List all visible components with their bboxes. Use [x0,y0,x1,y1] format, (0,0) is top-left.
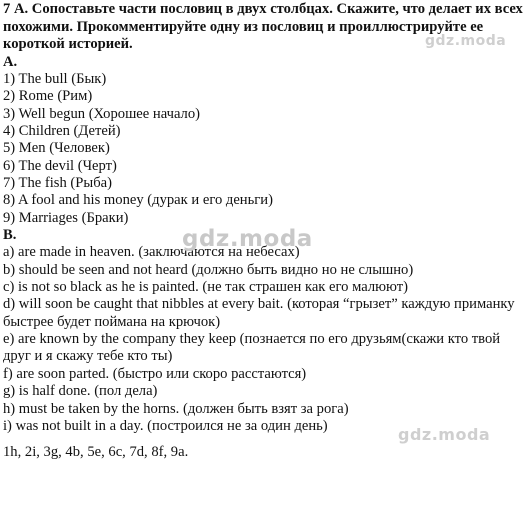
watermark-bottom: gdz.moda [398,425,491,444]
list-item: 1) The bull (Бык) [3,70,107,87]
list-item: a) are made in heaven. (заключаются на небесах) [3,244,300,261]
list-item: i) was not built in a day. (построился не за один день) [3,417,328,434]
list-item: c) is not so black as he is painted. (не так страшен как его малюют) [3,279,408,296]
list-item: 5) Men (Человек) [3,140,110,157]
list-item: h) must be taken by the horns. (должен быть взят за рога) [3,400,349,417]
answer-key: 1h, 2i, 3g, 4b, 5e, 6c, 7d, 8f, 9a. [3,444,189,461]
list-item: g) is half done. (пол дела) [3,383,158,400]
watermark-top: gdz.moda [425,33,507,49]
list-item: f) are soon parted. (быстро или скоро расстаются) [3,365,307,382]
list-item: e) are known by the company they keep (познается по его друзьям(скажи кто твой друг и я скажу тебе кто ты) [3,331,501,365]
section-b-title: B. [3,227,17,243]
list-item: 2) Rome (Рим) [3,88,93,105]
list-item: 6) The devil (Черт) [3,157,117,174]
list-item: 9) Marriages (Браки) [3,209,129,226]
list-item: d) will soon be caught that nibbles at every bait. (которая “грызет” каждую приманку быстрее будет поймана на крючок) [3,296,515,330]
list-item: 8) A fool and his money (дурак и его деньги) [3,192,273,209]
watermark-middle: gdz.moda [182,226,313,252]
list-item: b) should be seen and not heard (должно быть видно но не слышно) [3,261,414,278]
list-item: 7) The fish (Рыба) [3,174,112,191]
list-item: 4) Children (Детей) [3,122,121,139]
task-header: 7 А. Сопоставьте части пословиц в двух столбцах. Скажите, что делает их всех похожими. Прокомментируйте одну из пословиц и проиллюстрируйте ее короткой историей. [3,1,523,52]
section-a-title: А. [3,53,18,70]
section-b-list [3,244,523,435]
section-a-list [3,71,523,227]
list-item: 3) Well begun (Хорошее начало) [3,105,200,122]
